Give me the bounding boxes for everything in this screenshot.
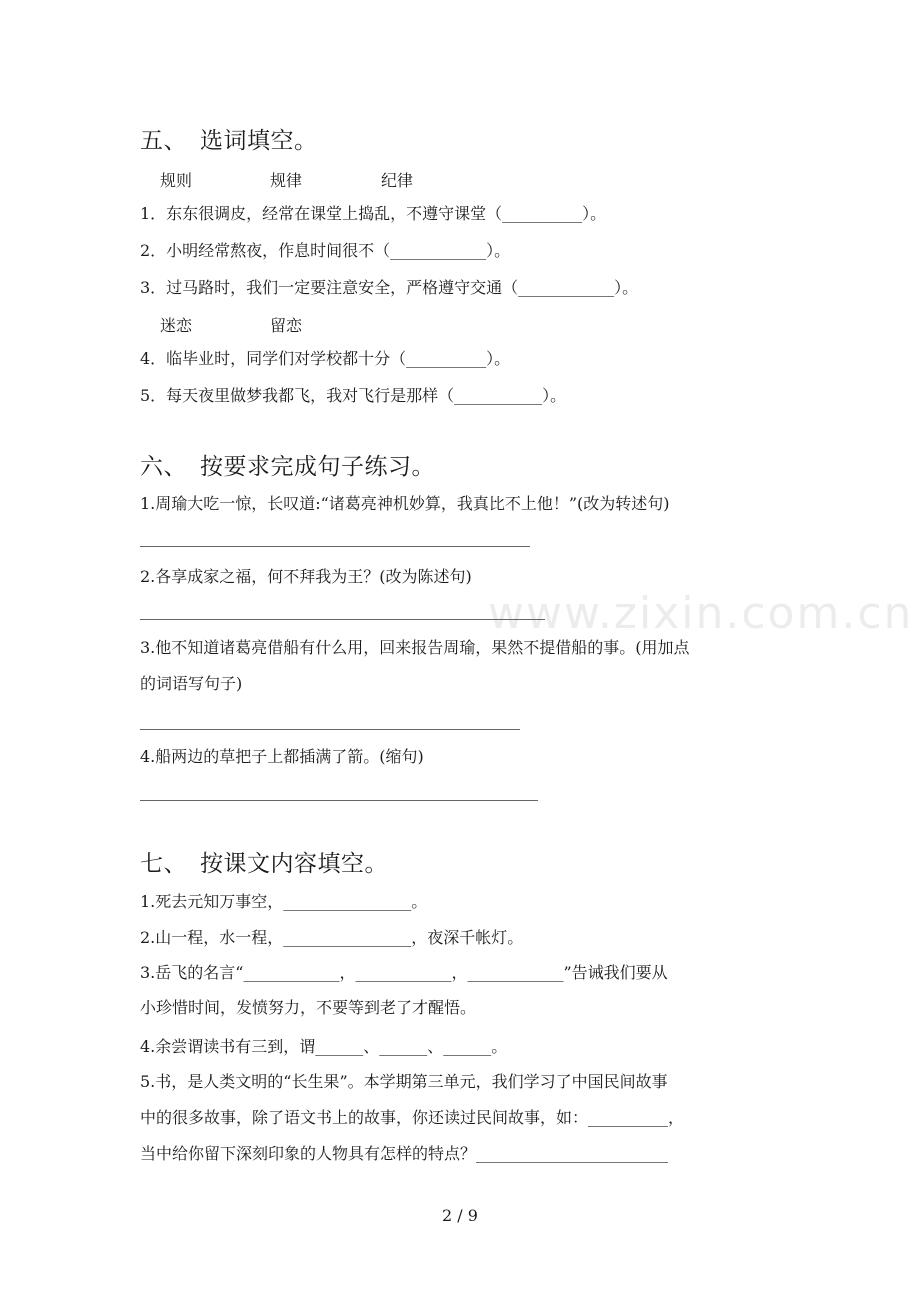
watermark: www.zixin.com.cn [488, 588, 914, 639]
question-7-3: 3.岳飞的名言“____________，____________，____________”告诫我们要从 [140, 963, 668, 982]
word-option: 纪律 [381, 171, 414, 190]
question-7-2: 2.山一程，水一程，________________，夜深千帐灯。 [140, 928, 524, 947]
question-7-5-cont: 中的很多故事，除了语文书上的故事，你还读过民间故事，如：__________， [140, 1108, 685, 1127]
question-5-2: 2．小明经常熬夜，作息时间很不（____________）。 [140, 241, 511, 260]
section-5-title: 选词填空。 [200, 128, 318, 154]
answer-line [140, 800, 538, 801]
section-7-title: 按课文内容填空。 [200, 851, 388, 877]
question-7-4: 4.余尝谓读书有三到，谓______、______、______。 [140, 1037, 508, 1056]
question-6-3-cont: 的词语写句子) [140, 674, 243, 693]
question-6-1: 1.周瑜大吃一惊，长叹道:“诸葛亮神机妙算，我真比不上他！”(改为转述句) [140, 494, 670, 513]
question-6-3: 3.他不知道诸葛亮借船有什么用，回来报告周瑜，果然不提借船的事。(用加点 [140, 638, 690, 657]
section-6-number: 六、 [140, 454, 187, 480]
question-6-4: 4.船两边的草把子上都插满了箭。(缩句) [140, 747, 424, 766]
question-7-1: 1.死去元知万事空，________________。 [140, 892, 428, 911]
word-option: 迷恋 [160, 316, 193, 335]
question-7-5-cont: 当中给你留下深刻印象的人物具有怎样的特点？________________________ [140, 1144, 669, 1163]
section-5-number: 五、 [140, 128, 187, 154]
word-option: 规则 [160, 171, 193, 190]
question-7-5: 5.书，是人类文明的“长生果”。本学期第三单元，我们学习了中国民间故事 [140, 1072, 668, 1091]
question-5-4: 4．临毕业时，同学们对学校都十分（__________）。 [140, 349, 511, 368]
question-6-2: 2.各享成家之福，何不拜我为王？(改为陈述句) [140, 567, 472, 586]
section-5-heading [140, 122, 318, 155]
answer-line [140, 619, 545, 620]
word-option: 规律 [270, 171, 303, 190]
question-7-3-cont: 小珍惜时间，发愤努力，不要等到老了才醒悟。 [140, 998, 477, 1017]
section-7-number: 七、 [140, 851, 187, 877]
word-option: 留恋 [270, 316, 303, 335]
page-number: 2 / 9 [442, 1206, 478, 1225]
section-6-title: 按要求完成句子练习。 [200, 454, 435, 480]
answer-line [140, 546, 530, 547]
question-5-1: 1．东东很调皮，经常在课堂上捣乱，不遵守课堂（__________）。 [140, 204, 607, 223]
question-5-5: 5．每天夜里做梦我都飞，我对飞行是那样（___________）。 [140, 386, 567, 405]
question-5-3: 3．过马路时，我们一定要注意安全，严格遵守交通（____________）。 [140, 278, 639, 297]
section-7-heading [140, 845, 388, 878]
section-6-heading [140, 448, 435, 481]
answer-line [140, 729, 520, 730]
